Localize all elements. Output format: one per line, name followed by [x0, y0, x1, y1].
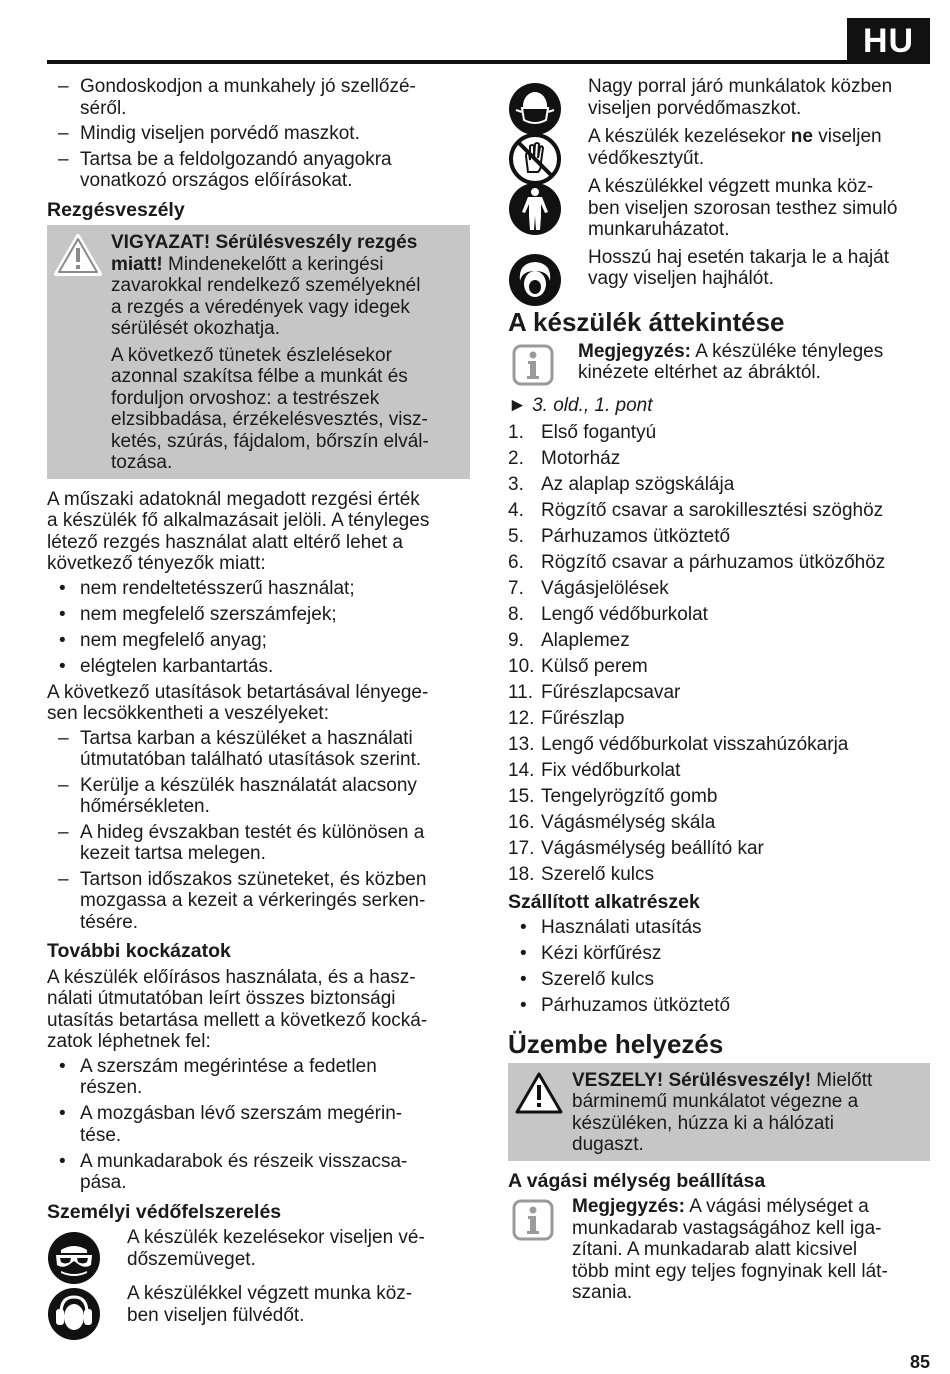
part-number: 8. [508, 604, 524, 625]
danger-text: Mielőtt bárminemű munkálatot végezne a készüléken, húzza ki a hálózati dugaszt. [572, 1069, 873, 1155]
part-item [508, 812, 930, 834]
list-item: – Tartsa karban a készüléket a használati útmutatóban található utasítások szerint. [47, 728, 470, 771]
part-label: Az alaplap szögskálája [541, 474, 735, 495]
part-item [508, 734, 930, 756]
part-number: 16. [508, 812, 535, 833]
part-item [508, 604, 930, 626]
note-text: A készüléke tényleges kinézete eltérhet az ábráktól. [578, 340, 884, 383]
part-label: Motorház [541, 448, 621, 469]
list-item: – A hideg évszakban testét és különösen a kezeit tartsa melegen. [47, 822, 470, 865]
part-item [508, 760, 930, 782]
part-label: Alaplemez [541, 630, 630, 651]
part-item [508, 838, 930, 860]
ear-protection-icon [47, 1287, 101, 1341]
language-tab: HU [847, 18, 930, 64]
part-number: 3. [508, 474, 524, 495]
part-item [508, 682, 930, 704]
part-label: Fűrészlap [541, 708, 625, 729]
section-heading-startup: Üzembe helyezés [508, 1028, 724, 1059]
page-number: 85 [909, 1352, 930, 1372]
caution-box [47, 225, 470, 479]
part-label: Rögzítő csavar a sarokillesztési szöghöz [541, 500, 884, 521]
part-label: Külső perem [541, 656, 648, 677]
part-label: Első fogantyú [541, 422, 657, 443]
caution-text: Mindenekelőtt a keringési zavarokkal rendelkező személyeknél a rezgés a véredények vagy idegek sérülését okozhatja. [111, 253, 421, 339]
list-item: • A mozgásban lévő szerszám megérin- tése. [47, 1103, 470, 1146]
part-number: 15. [508, 786, 535, 807]
ppe-text: A készülék kezelésekor ne viseljen védőkesztyűt. [588, 126, 882, 169]
note-title: Megjegyzés: [578, 340, 691, 362]
info-icon [512, 1199, 554, 1241]
part-label: Tengelyrögzítő gomb [541, 786, 718, 807]
list-item: • A szerszám megérintése a fedetlen részen. [47, 1056, 470, 1099]
safety-goggles-icon [47, 1231, 101, 1285]
ppe-item [508, 247, 930, 291]
info-icon [512, 344, 554, 386]
list-item: • nem rendeltetésszerű használat; [47, 578, 470, 600]
parts-list [508, 422, 930, 886]
part-item [508, 448, 930, 470]
ppe-text: A készülékkel végzett munka köz- ben viseljen szorosan testhez simuló munkaruházatot. [588, 176, 898, 240]
list-item: – Kerülje a készülék használatát alacsony hőmérsékleten. [47, 775, 470, 818]
part-number: 5. [508, 526, 524, 547]
list-item: • Kézi körfűrész [508, 943, 930, 965]
reduce-paragraph: A következő utasítások betartásával lényege- sen lecsökkentheti a veszélyeket: [47, 681, 429, 724]
part-number: 2. [508, 448, 524, 469]
header-rule [47, 60, 930, 64]
ppe-item [508, 76, 930, 120]
danger-title: VESZELY! Sérülésveszély! [572, 1069, 812, 1091]
note-box [508, 1196, 930, 1304]
section-heading-vibration: Rezgésveszély [47, 198, 185, 221]
danger-box [508, 1063, 930, 1161]
part-number: 9. [508, 630, 524, 651]
section-heading-delivered: Szállított alkatrészek [508, 890, 700, 913]
part-item [508, 864, 930, 886]
part-label: Szerelő kulcs [541, 864, 654, 885]
section-heading-ppe: Személyi védőfelszerelés [47, 1200, 282, 1223]
list-item: – Gondoskodjon a munkahely jó szellőzé- séről. [47, 76, 470, 119]
note-box [508, 341, 930, 385]
ppe-item [508, 176, 930, 241]
ppe-text: Hosszú haj esetén takarja le a haját vagy viseljen hajhálót. [588, 246, 890, 289]
part-item [508, 526, 930, 548]
part-label: Vágásjelölések [541, 578, 669, 599]
part-number: 17. [508, 838, 535, 859]
vibration-paragraph: A műszaki adatoknál megadott rezgési érték a készülék fő alkalmazásait jelöli. A tényleges létező rezgés használat alatt eltérő lehet a következő tényezők miatt: [47, 488, 430, 574]
list-item: • elégtelen karbantartás. [47, 656, 470, 678]
part-number: 11. [508, 682, 534, 703]
list-item: • Szerelő kulcs [508, 969, 930, 991]
part-item [508, 552, 930, 574]
ppe-item [508, 126, 930, 170]
list-item: – Mindig viseljen porvédő maszkot. [47, 123, 470, 145]
ppe-text: A készülékkel végzett munka köz- ben viseljen fülvédőt. [127, 1283, 413, 1326]
part-label: Rögzítő csavar a párhuzamos ütközőhöz [541, 552, 886, 573]
list-item: • Használati utasítás [508, 917, 930, 939]
list-item: • nem megfelelő anyag; [47, 630, 470, 652]
part-item [508, 422, 930, 444]
part-label: Párhuzamos ütköztető [541, 526, 731, 547]
ppe-text: Nagy porral járó munkálatok közben viseljen porvédőmaszkot. [588, 76, 893, 119]
figure-reference: ► 3. old., 1. pont [508, 394, 653, 416]
part-label: Fix védőburkolat [541, 760, 681, 781]
ppe-text: A készülék kezelésekor viseljen vé- dőszemüveget. [127, 1227, 425, 1270]
protective-clothing-icon [508, 182, 562, 236]
part-label: Vágásmélység skála [541, 812, 716, 833]
note-text: A vágási mélységet a munkadarab vastagságához kell iga- zítani. A munkadarab alatt kicsivel több mint egy teljes fognyinak kell lát- szania. [572, 1196, 888, 1303]
part-label: Lengő védőburkolat visszahúzókarja [541, 734, 849, 755]
left-column [47, 76, 470, 1339]
list-item: • Párhuzamos ütköztető [508, 995, 930, 1017]
right-column [508, 76, 930, 1314]
part-number: 10. [508, 656, 535, 677]
section-heading-depth: A vágási mélység beállítása [508, 1169, 766, 1192]
part-item [508, 708, 930, 730]
part-number: 1. [508, 422, 524, 443]
part-number: 12. [508, 708, 535, 729]
warning-triangle-icon [53, 233, 103, 277]
section-heading-risks: További kockázatok [47, 940, 231, 962]
list-item: – Tartson időszakos szüneteket, és közben mozgassa a kezeit a vérkeringés serken- tésére. [47, 869, 470, 934]
warning-triangle-icon [514, 1071, 564, 1115]
section-heading-overview: A készülék áttekintése [508, 306, 785, 337]
part-label: Fűrészlapcsavar [541, 682, 681, 703]
part-item [508, 578, 930, 600]
caution-title: VIGYAZAT! Sérülésveszély rezgés miatt! [111, 232, 418, 275]
part-number: 7. [508, 578, 524, 599]
part-item [508, 500, 930, 522]
part-label: Lengő védőburkolat [541, 604, 708, 625]
risks-paragraph: A készülék előírásos használata, és a hasz- nálati útmutatóban leírt összes biztonsági utasítás betartása mellett a következő kocká- zatok léphetnek fel: [47, 966, 428, 1052]
hair-net-icon [508, 253, 562, 307]
part-item [508, 630, 930, 652]
note-title: Megjegyzés: [572, 1196, 685, 1217]
caution-text-2: A következő tünetek észlelésekor azonnal szakítsa félbe a munkát és forduljon orvoshoz: a testrészek elzsibbadása, érzékelésvesztés, visz- ketés, szúrás, fájdalom, bőrszín elvál- tozása. [111, 344, 429, 473]
ppe-item [47, 1227, 470, 1275]
ppe-item [47, 1283, 470, 1331]
part-item [508, 656, 930, 678]
list-item: • nem megfelelő szerszámfejek; [47, 604, 470, 626]
part-number: 4. [508, 500, 524, 521]
part-number: 6. [508, 552, 524, 573]
part-item [508, 474, 930, 496]
part-number: 18. [508, 864, 535, 885]
list-item: – Tartsa be a feldolgozandó anyagokra vonatkozó országos előírásokat. [47, 149, 470, 192]
part-label: Vágásmélység beállító kar [541, 838, 764, 859]
part-number: 13. [508, 734, 535, 755]
list-item: • A munkadarabok és részeik visszacsa- pása. [47, 1151, 470, 1194]
part-number: 14. [508, 760, 535, 781]
part-item [508, 786, 930, 808]
